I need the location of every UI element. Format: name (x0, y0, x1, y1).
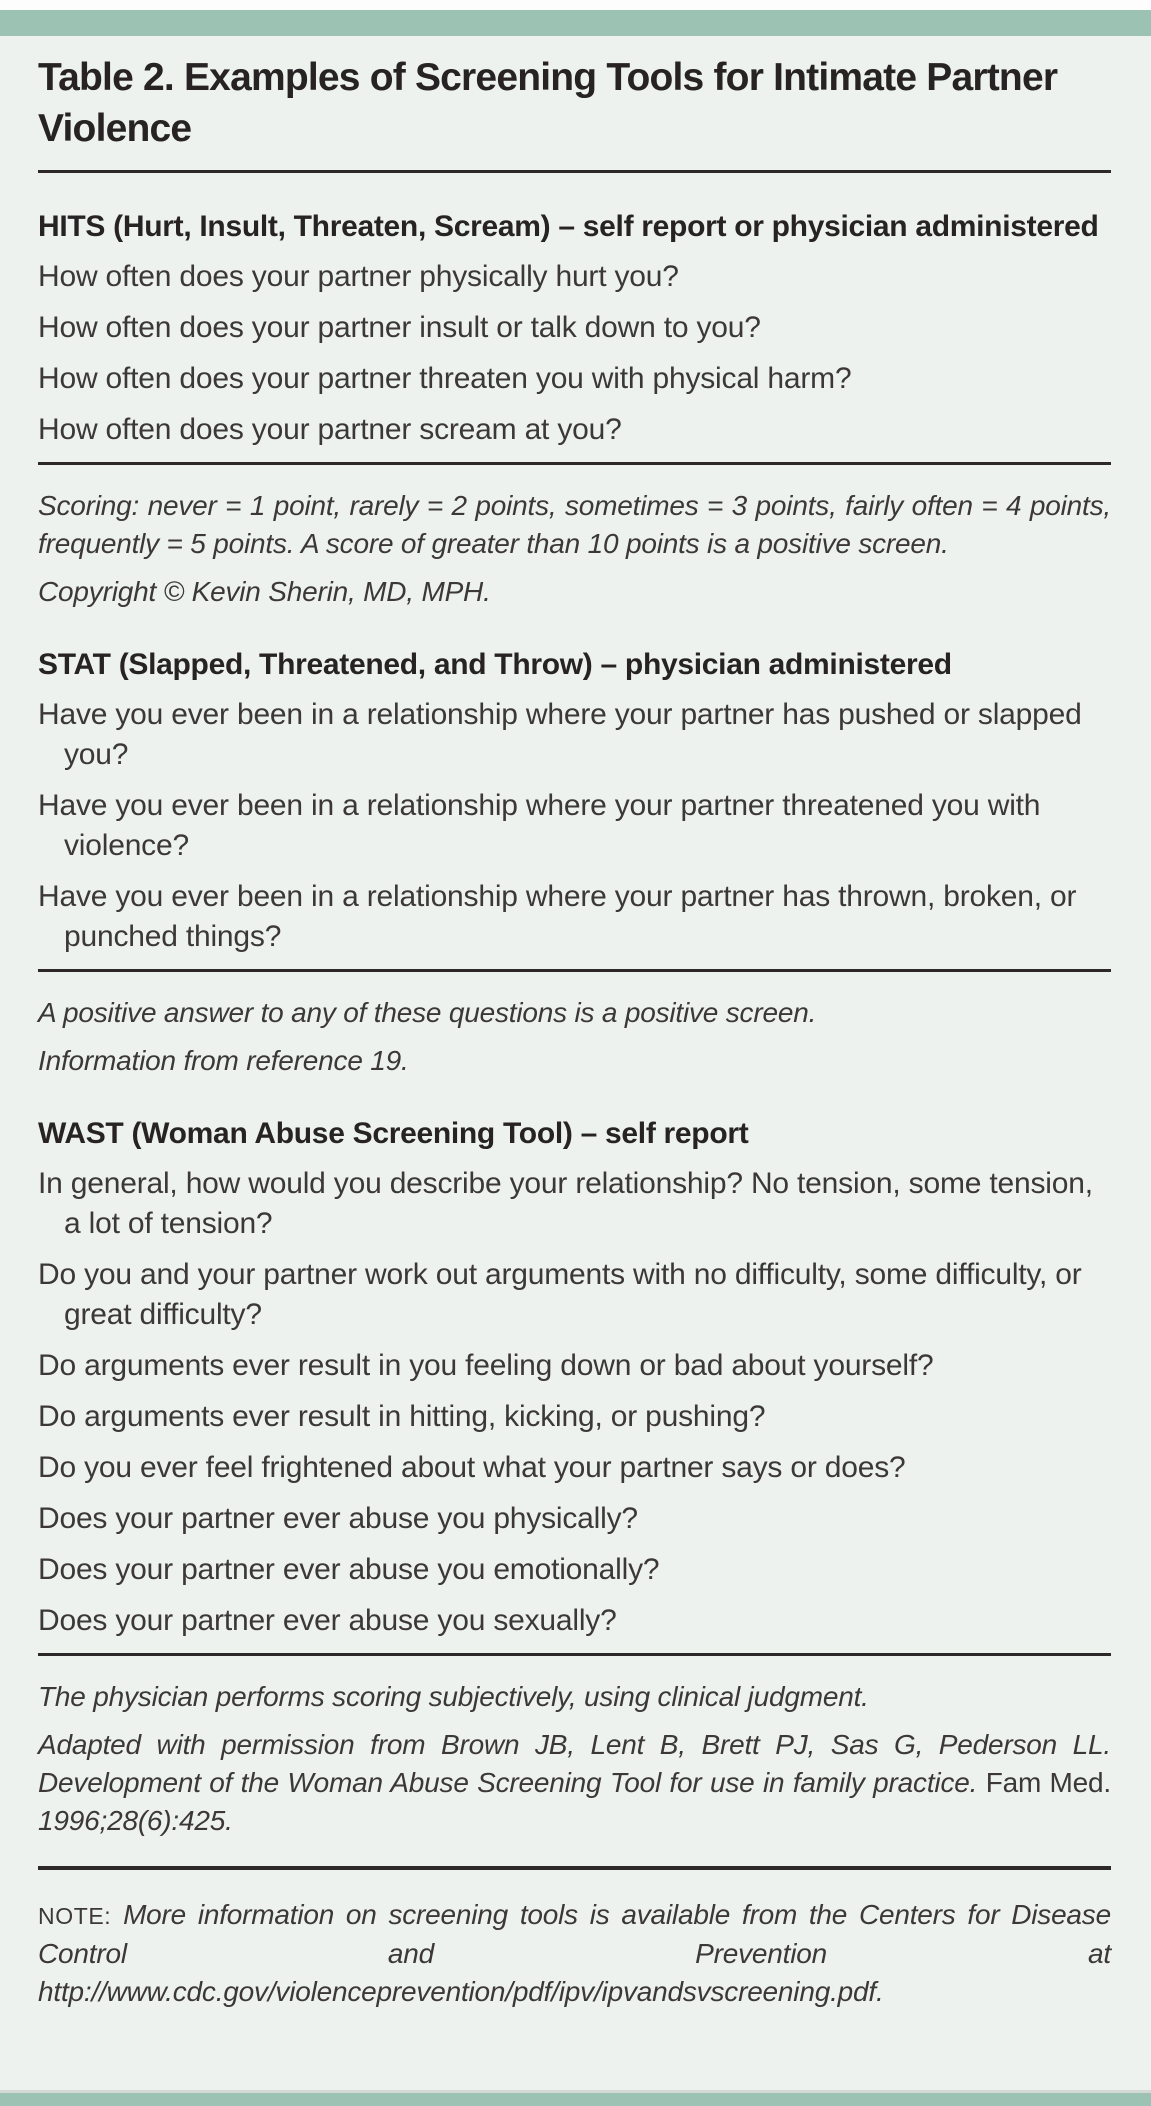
scoring-note: The physician performs scoring subjectively, using clinical judgment. (38, 1681, 869, 1712)
top-page-margin (0, 0, 1151, 10)
footnote (38, 1896, 1111, 2011)
section-hits-notes (38, 487, 1111, 611)
question: Do you and your partner work out arguments with no difficulty, some difficulty, or great difficulty? (38, 1258, 1082, 1331)
section-hits-heading: HITS (Hurt, Insult, Threaten, Scream) – self report or physician administered (38, 210, 1099, 243)
section-stat-notes (38, 994, 1111, 1080)
footnote-text: More information on screening tools is available from the Centers for Disease Control and Prevention at http://www.cdc.gov/violenceprevention/pdf/ipv/ipvandsvscreening.pdf. (38, 1899, 1111, 2007)
question: How often does your partner insult or talk down to you? (38, 311, 761, 344)
table-panel (0, 36, 1151, 2090)
section-wast-notes (38, 1678, 1111, 1840)
section-hits (38, 207, 1111, 450)
question: Does your partner ever abuse you sexually? (38, 1604, 617, 1637)
adapted-credit-note (38, 1726, 1111, 1840)
section-wast-heading: WAST (Woman Abuse Screening Tool) – self report (38, 1117, 749, 1150)
question: Have you ever been in a relationship where your partner has pushed or slapped you? (38, 698, 1082, 771)
question: Do you ever feel frightened about what your partner says or does? (38, 1451, 906, 1484)
credit-italic-lead: Adapted with permission from Brown JB, Lent B, Brett PJ, Sas G, Pederson LL. Development of the Woman Abuse Screening Tool for use in family practice. (38, 1729, 1111, 1798)
reference-note: Information from reference 19. (38, 1045, 409, 1076)
section-wast (38, 1114, 1111, 1641)
question: How often does your partner scream at you? (38, 413, 622, 446)
question: How often does your partner threaten you with physical harm? (38, 362, 852, 395)
title-divider (38, 170, 1111, 173)
question: How often does your partner physically hurt you? (38, 260, 679, 293)
question: Have you ever been in a relationship where your partner has thrown, broken, or punched things? (38, 880, 1077, 953)
question: Have you ever been in a relationship where your partner threatened you with violence? (38, 789, 1041, 862)
section-stat-heading: STAT (Slapped, Threatened, and Throw) – physician administered (38, 648, 952, 681)
bottom-accent-bar (0, 2090, 1151, 2106)
question: Do arguments ever result in hitting, kicking, or pushing? (38, 1400, 766, 1433)
question: Does your partner ever abuse you physically? (38, 1502, 638, 1535)
section-divider (38, 1653, 1111, 1656)
footnote-label: NOTE: (38, 1903, 112, 1929)
table-title: Table 2. Examples of Screening Tools for Intimate Partner Violence (38, 56, 1058, 150)
copyright-note: Copyright © Kevin Sherin, MD, MPH. (38, 576, 491, 607)
credit-journal-name: Fam Med. (985, 1767, 1111, 1798)
top-accent-bar (0, 10, 1151, 36)
section-divider (38, 462, 1111, 465)
question: Do arguments ever result in you feeling down or bad about yourself? (38, 1349, 934, 1382)
section-divider (38, 969, 1111, 972)
footnote-divider (38, 1866, 1111, 1870)
scoring-note: Scoring: never = 1 point, rarely = 2 points, sometimes = 3 points, fairly often = 4 points, frequently = 5 points. A score of greater than 10 points is a positive screen. (38, 490, 1111, 559)
section-stat (38, 645, 1111, 957)
positive-screen-note: A positive answer to any of these questions is a positive screen. (38, 997, 817, 1028)
credit-citation: 1996;28(6):425. (38, 1805, 233, 1836)
question: In general, how would you describe your relationship? No tension, some tension, a lot of tension? (38, 1167, 1093, 1240)
question: Does your partner ever abuse you emotionally? (38, 1553, 660, 1586)
